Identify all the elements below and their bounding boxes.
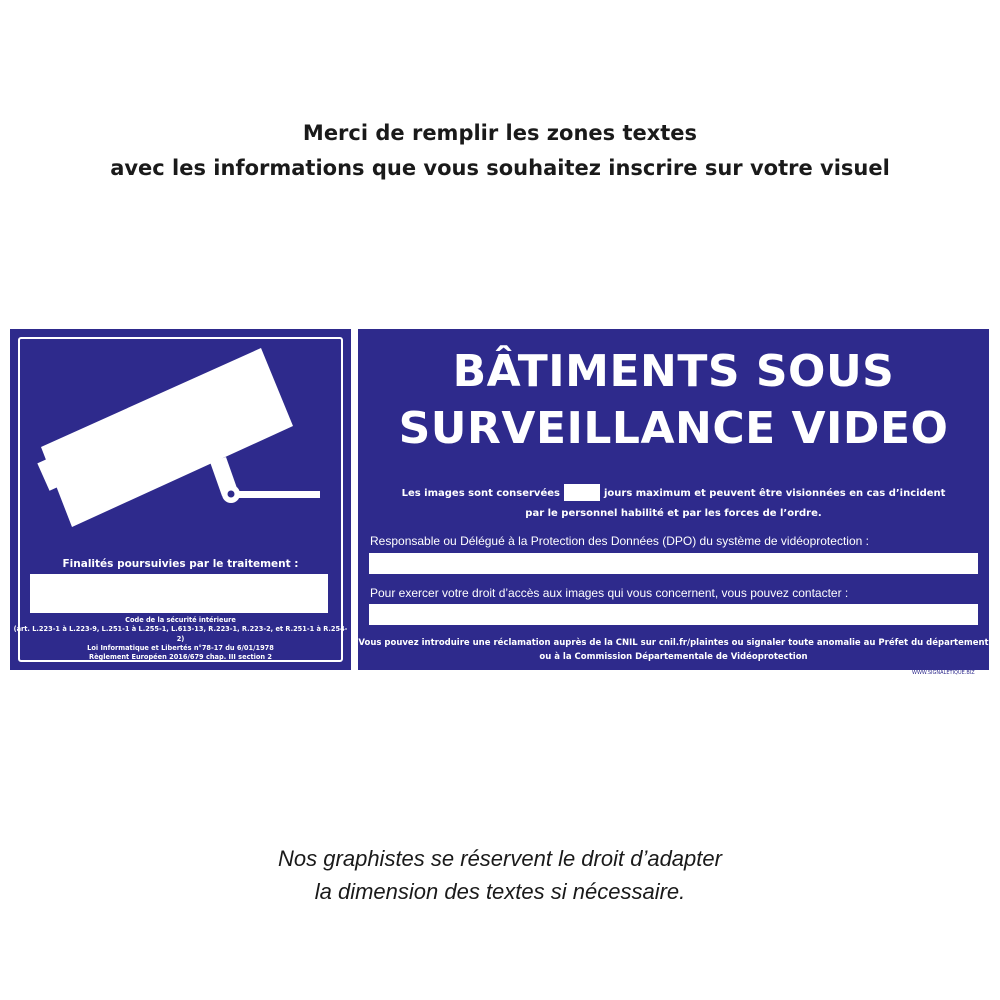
retention-after: jours maximum et peuvent être visionnées en cas d’incident (603, 488, 946, 499)
surveillance-notice-panel (358, 329, 989, 670)
retention-before: Les images sont conservées (401, 488, 560, 499)
footer-line-2: la dimension des textes si nécessaire. (314, 879, 686, 904)
purpose-label: Finalités poursuivies par le traitement : (62, 558, 299, 570)
website-credit: WWW.SIGNALETIQUE.BIZ (912, 670, 975, 676)
dpo-label: Responsable ou Délégué à la Protection des Données (DPO) du système de vidéoprotection : (370, 534, 869, 548)
footer-line-1: Nos graphistes se réservent le droit d’adapter (278, 846, 722, 871)
complaint-line-2: ou à la Commission Départementale de Vidéoprotection (539, 652, 808, 662)
camera-sign-panel (10, 329, 351, 670)
legal-line: Code de la sécurité intérieure (125, 616, 236, 624)
dpo-input[interactable] (369, 553, 978, 574)
instructions-line-1: Merci de remplir les zones textes (302, 121, 698, 145)
legal-line: Loi Informatique et Libertés n°78-17 du 6/01/1978 (87, 643, 274, 652)
title-line-1: BÂTIMENTS SOUS (452, 346, 895, 397)
complaint-line-1: Vous pouvez introduire une réclamation auprès de la CNIL sur cnil.fr/plaintes ou signaler toute anomalie au Préfet du département (358, 638, 989, 648)
legal-line: (art. L.223-1 à L.223-9, L.251-1 à L.255-1, L.613-13, R.223-1, R.223-2, et R.251-1 à R.254-2) (13, 625, 348, 643)
purpose-input[interactable] (30, 574, 328, 613)
instructions-text (0, 116, 1000, 186)
footer-note (0, 842, 1000, 908)
legal-line: Règlement Européen 2016/679 chap. III section 2 (89, 653, 272, 662)
retention-days-input[interactable] (564, 484, 600, 501)
access-contact-input[interactable] (369, 604, 978, 625)
complaint-text (358, 636, 989, 664)
access-contact-label: Pour exercer votre droit d’accès aux images qui vous concernent, vous pouvez contacter : (370, 586, 849, 600)
legal-references (10, 616, 351, 662)
retention-line-2: par le personnel habilité et par les forces de l’ordre. (525, 508, 822, 519)
title-line-2: SURVEILLANCE VIDEO (398, 403, 949, 454)
sign-title (358, 343, 989, 457)
retention-text (358, 484, 989, 524)
instructions-line-2: avec les informations que vous souhaitez inscrire sur votre visuel (110, 156, 890, 180)
